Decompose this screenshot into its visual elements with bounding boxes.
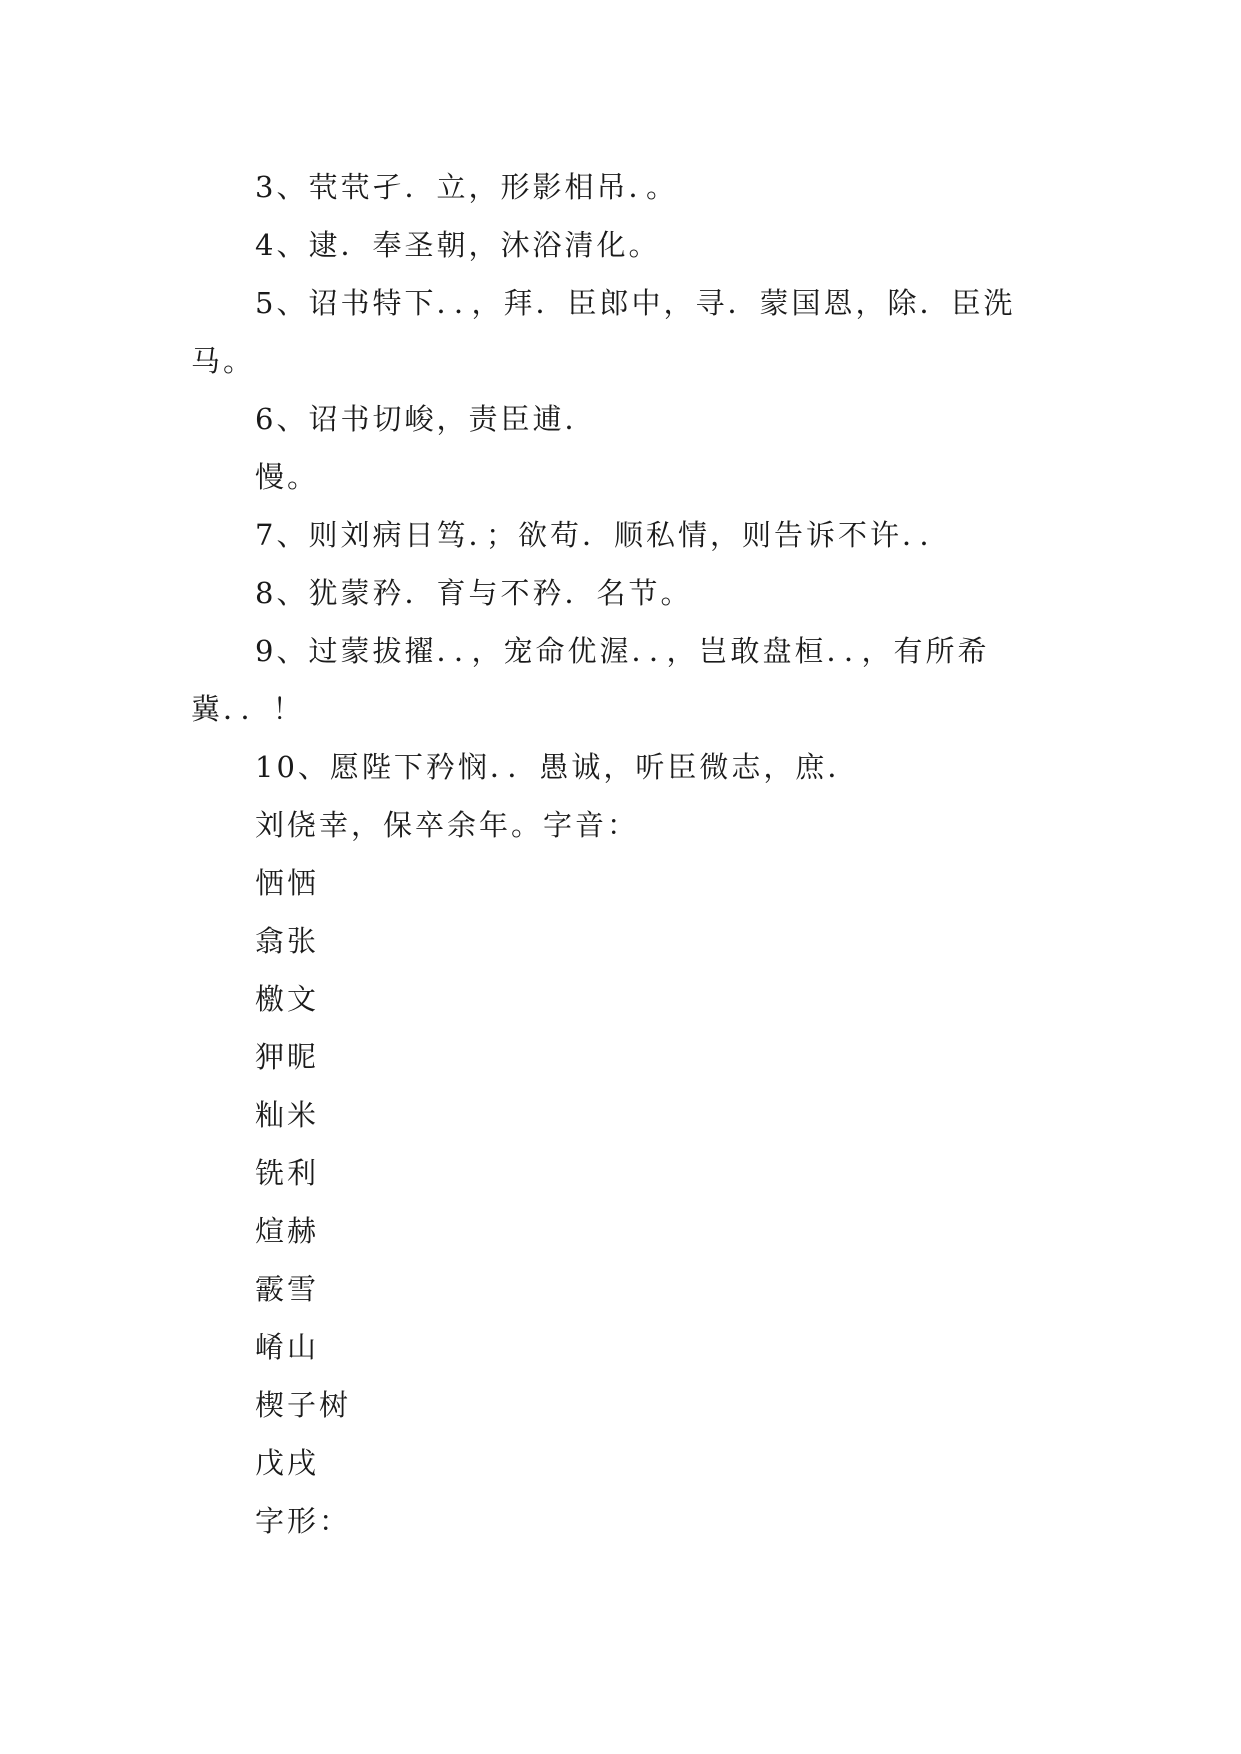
paragraph: 7、则刘病日笃．；欲苟．顺私情，则告诉不许．． xyxy=(255,518,952,552)
paragraph: 6、诏书切峻，责臣逋． xyxy=(255,402,597,436)
vocab-item: 崤山 xyxy=(255,1330,320,1364)
vocab-item: 恓恓 xyxy=(255,866,320,900)
vocab-item: 狎昵 xyxy=(255,1040,320,1074)
paragraph: 慢。 xyxy=(255,460,320,494)
vocab-item: 檄文 xyxy=(255,982,320,1016)
paragraph: 5、诏书特下．．，拜．臣郎中，寻．蒙国恩，除．臣洗马。 xyxy=(191,286,1016,378)
vocab-item: 戊戌 xyxy=(255,1446,320,1480)
paragraph: 8、犹蒙矜．育与不矜．名节。 xyxy=(255,576,693,610)
paragraph: 9、过蒙拔擢．．，宠命优渥．．，岂敢盘桓．．，有所希冀．．！ xyxy=(191,634,990,726)
vocab-item: 煊赫 xyxy=(255,1214,320,1248)
paragraph: 刘侥幸，保卒余年。字音： xyxy=(255,808,640,842)
vocab-item: 翕张 xyxy=(255,924,320,958)
vocab-item: 楔子树 xyxy=(255,1388,352,1422)
paragraph: 10、愿陛下矜悯．．愚诚，听臣微志，庶． xyxy=(255,750,860,784)
vocab-item: 籼米 xyxy=(255,1098,320,1132)
paragraph: 3、茕茕孑．立，形影相吊．。 xyxy=(255,170,678,204)
vocab-item: 霰雪 xyxy=(255,1272,320,1306)
section-heading: 字形： xyxy=(255,1504,352,1538)
document-body xyxy=(191,158,1061,1550)
paragraph: 4、逮．奉圣朝，沐浴清化。 xyxy=(255,228,661,262)
vocab-item: 铣利 xyxy=(255,1156,320,1190)
